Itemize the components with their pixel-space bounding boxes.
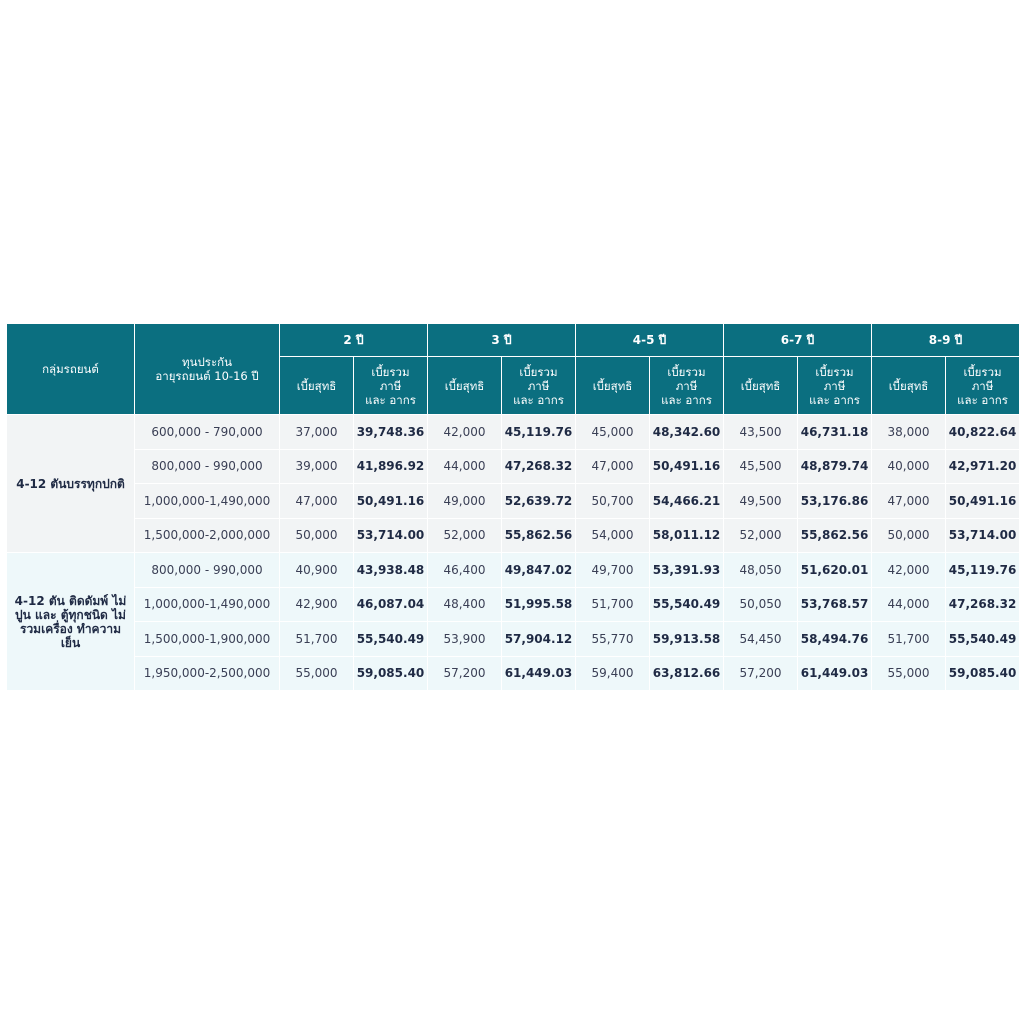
net-premium-cell: 49,700 (576, 553, 650, 588)
sum-insured-range: 800,000 - 990,000 (135, 449, 280, 484)
sum-insured-range: 1,500,000-1,900,000 (135, 622, 280, 657)
gross-premium-cell: 39,748.36 (354, 415, 428, 450)
net-premium-cell: 45,000 (576, 415, 650, 450)
gross-premium-cell: 43,938.48 (354, 553, 428, 588)
header-gross-line: และ อากร (365, 392, 416, 407)
table-row (7, 415, 1020, 450)
net-premium-cell: 55,770 (576, 622, 650, 657)
net-premium-cell: 40,000 (872, 449, 946, 484)
sum-insured-range: 600,000 - 790,000 (135, 415, 280, 450)
net-premium-cell: 51,700 (872, 622, 946, 657)
net-premium-cell: 45,500 (724, 449, 798, 484)
gross-premium-cell: 48,879.74 (798, 449, 872, 484)
table-row (7, 449, 1020, 484)
table-row (7, 587, 1020, 622)
header-net-premium: เบี้ยสุทธิ (724, 357, 798, 415)
gross-premium-cell: 51,620.01 (798, 553, 872, 588)
header-car-group: กลุ่มรถยนต์ (7, 324, 135, 415)
gross-premium-cell: 53,768.57 (798, 587, 872, 622)
header-gross-line: เบี้ยรวม (815, 364, 854, 379)
gross-premium-cell: 45,119.76 (502, 415, 576, 450)
gross-premium-cell: 55,540.49 (650, 587, 724, 622)
net-premium-cell: 49,500 (724, 484, 798, 519)
gross-premium-cell: 54,466.21 (650, 484, 724, 519)
gross-premium-cell: 58,011.12 (650, 518, 724, 553)
net-premium-cell: 39,000 (280, 449, 354, 484)
gross-premium-cell: 51,995.58 (502, 587, 576, 622)
gross-premium-cell: 48,342.60 (650, 415, 724, 450)
table-row (7, 484, 1020, 519)
gross-premium-cell: 50,491.16 (946, 484, 1020, 519)
net-premium-cell: 54,000 (576, 518, 650, 553)
net-premium-cell: 48,050 (724, 553, 798, 588)
header-gross-premium (502, 357, 576, 415)
gross-premium-cell: 46,731.18 (798, 415, 872, 450)
net-premium-cell: 55,000 (280, 656, 354, 691)
gross-premium-cell: 53,714.00 (354, 518, 428, 553)
net-premium-cell: 51,700 (576, 587, 650, 622)
gross-premium-cell: 59,085.40 (946, 656, 1020, 691)
net-premium-cell: 40,900 (280, 553, 354, 588)
header-year: 4-5 ปี (576, 324, 724, 357)
net-premium-cell: 50,700 (576, 484, 650, 519)
table-row (7, 656, 1020, 691)
net-premium-cell: 42,900 (280, 587, 354, 622)
table-row (7, 518, 1020, 553)
gross-premium-cell: 53,176.86 (798, 484, 872, 519)
net-premium-cell: 50,000 (280, 518, 354, 553)
header-net-premium: เบี้ยสุทธิ (872, 357, 946, 415)
net-premium-cell: 38,000 (872, 415, 946, 450)
header-year: 6-7 ปี (724, 324, 872, 357)
sum-insured-range: 1,500,000-2,000,000 (135, 518, 280, 553)
net-premium-cell: 49,000 (428, 484, 502, 519)
header-gross-line: ภาษี (379, 378, 402, 393)
header-gross-premium (650, 357, 724, 415)
gross-premium-cell: 55,862.56 (502, 518, 576, 553)
car-group-label: 4-12 ตันบรรทุกปกติ (7, 415, 135, 553)
gross-premium-cell: 46,087.04 (354, 587, 428, 622)
header-gross-line: เบี้ยรวม (667, 364, 706, 379)
gross-premium-cell: 42,971.20 (946, 449, 1020, 484)
net-premium-cell: 52,000 (428, 518, 502, 553)
net-premium-cell: 47,000 (576, 449, 650, 484)
header-gross-line: เบี้ยรวม (519, 364, 558, 379)
net-premium-cell: 55,000 (872, 656, 946, 691)
header-year: 8-9 ปี (872, 324, 1020, 357)
header-gross-premium (354, 357, 428, 415)
net-premium-cell: 53,900 (428, 622, 502, 657)
gross-premium-cell: 61,449.03 (502, 656, 576, 691)
gross-premium-cell: 50,491.16 (650, 449, 724, 484)
header-net-premium: เบี้ยสุทธิ (428, 357, 502, 415)
gross-premium-cell: 58,494.76 (798, 622, 872, 657)
header-gross-line: ภาษี (823, 378, 846, 393)
net-premium-cell: 54,450 (724, 622, 798, 657)
net-premium-cell: 44,000 (428, 449, 502, 484)
header-sum-insured (135, 324, 280, 415)
gross-premium-cell: 49,847.02 (502, 553, 576, 588)
gross-premium-cell: 55,540.49 (946, 622, 1020, 657)
net-premium-cell: 47,000 (280, 484, 354, 519)
net-premium-cell: 52,000 (724, 518, 798, 553)
sum-insured-range: 1,950,000-2,500,000 (135, 656, 280, 691)
net-premium-cell: 57,200 (428, 656, 502, 691)
gross-premium-cell: 47,268.32 (502, 449, 576, 484)
gross-premium-cell: 41,896.92 (354, 449, 428, 484)
table-body (7, 415, 1020, 691)
header-gross-premium (946, 357, 1020, 415)
header-gross-line: และ อากร (661, 392, 712, 407)
header-net-premium: เบี้ยสุทธิ (576, 357, 650, 415)
header-gross-line: และ อากร (957, 392, 1008, 407)
gross-premium-cell: 59,913.58 (650, 622, 724, 657)
gross-premium-cell: 50,491.16 (354, 484, 428, 519)
header-gross-line: เบี้ยรวม (371, 364, 410, 379)
header-gross-line: และ อากร (809, 392, 860, 407)
sum-insured-range: 1,000,000-1,490,000 (135, 587, 280, 622)
net-premium-cell: 57,200 (724, 656, 798, 691)
gross-premium-cell: 55,862.56 (798, 518, 872, 553)
net-premium-cell: 50,000 (872, 518, 946, 553)
gross-premium-cell: 47,268.32 (946, 587, 1020, 622)
sum-insured-range: 1,000,000-1,490,000 (135, 484, 280, 519)
net-premium-cell: 59,400 (576, 656, 650, 691)
header-gross-premium (798, 357, 872, 415)
table-row (7, 553, 1020, 588)
header-gross-line: ภาษี (527, 378, 550, 393)
net-premium-cell: 42,000 (428, 415, 502, 450)
table-row (7, 622, 1020, 657)
table-header (7, 324, 1020, 415)
header-sum-line-1: ทุนประกัน (182, 355, 232, 369)
gross-premium-cell: 57,904.12 (502, 622, 576, 657)
net-premium-cell: 46,400 (428, 553, 502, 588)
net-premium-cell: 51,700 (280, 622, 354, 657)
header-net-premium: เบี้ยสุทธิ (280, 357, 354, 415)
net-premium-cell: 44,000 (872, 587, 946, 622)
net-premium-cell: 48,400 (428, 587, 502, 622)
header-sum-line-2: อายุรถยนต์ 10-16 ปี (155, 369, 259, 383)
gross-premium-cell: 63,812.66 (650, 656, 724, 691)
premium-table-container (6, 323, 1020, 691)
premium-table (6, 323, 1020, 691)
gross-premium-cell: 61,449.03 (798, 656, 872, 691)
net-premium-cell: 37,000 (280, 415, 354, 450)
header-year: 2 ปี (280, 324, 428, 357)
net-premium-cell: 50,050 (724, 587, 798, 622)
gross-premium-cell: 45,119.76 (946, 553, 1020, 588)
header-gross-line: ภาษี (675, 378, 698, 393)
car-group-label: 4-12 ตัน ติดดัมพ์ ไม่ปูน และ ตู้ทุกชนิด ไม่รวมเครื่อง ทำความเย็น (7, 553, 135, 691)
net-premium-cell: 47,000 (872, 484, 946, 519)
header-gross-line: และ อากร (513, 392, 564, 407)
gross-premium-cell: 55,540.49 (354, 622, 428, 657)
header-year: 3 ปี (428, 324, 576, 357)
sum-insured-range: 800,000 - 990,000 (135, 553, 280, 588)
gross-premium-cell: 40,822.64 (946, 415, 1020, 450)
gross-premium-cell: 53,391.93 (650, 553, 724, 588)
header-gross-line: เบี้ยรวม (963, 364, 1002, 379)
net-premium-cell: 42,000 (872, 553, 946, 588)
gross-premium-cell: 53,714.00 (946, 518, 1020, 553)
gross-premium-cell: 52,639.72 (502, 484, 576, 519)
net-premium-cell: 43,500 (724, 415, 798, 450)
header-gross-line: ภาษี (971, 378, 994, 393)
gross-premium-cell: 59,085.40 (354, 656, 428, 691)
